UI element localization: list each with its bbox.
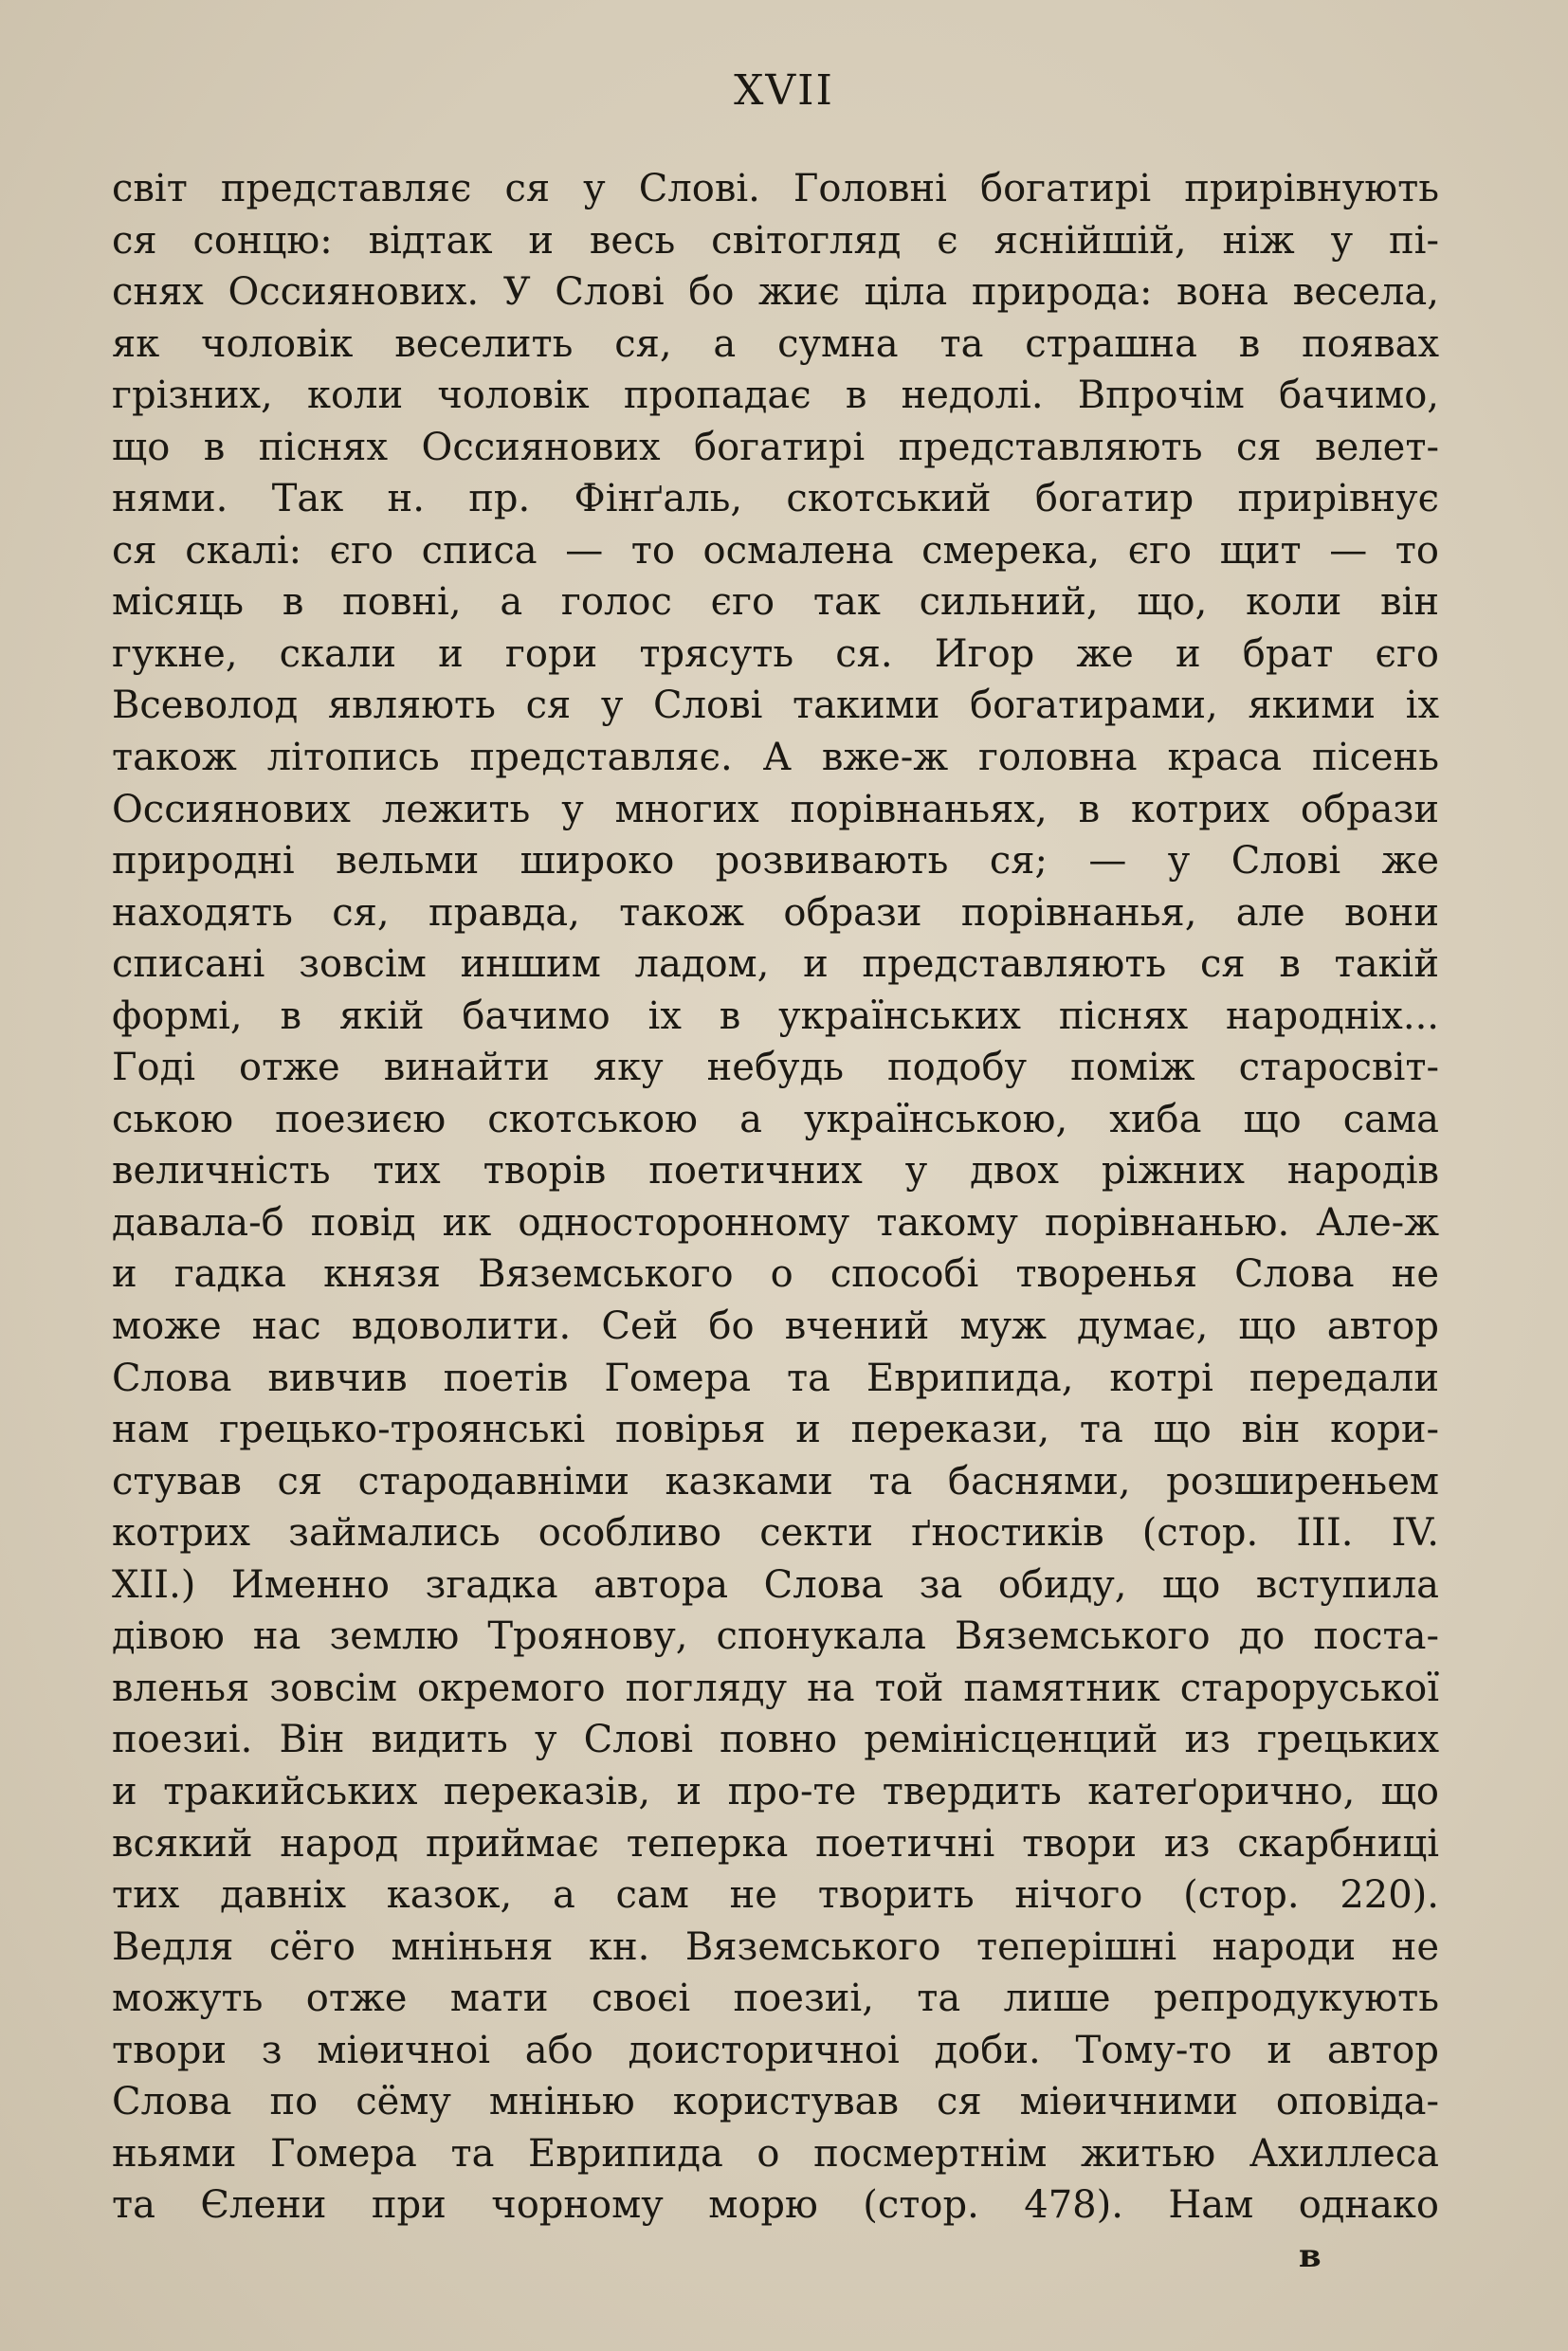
- text-line: тих давніх казок, а сам не творить нічого (стор. 220).: [112, 1873, 1439, 1918]
- text-line: та Єлени при чорному морю (стор. 478). Нам однако: [112, 2183, 1439, 2228]
- text-line: грізних, коли чоловік пропадає в недолі. Впрочім бачимо,: [112, 374, 1439, 418]
- text-line: Всеволод являють ся у Слові такими богатирами, якими іх: [112, 683, 1439, 728]
- text-line: нями. Так н. пр. Фінґаль, скотський богатир прирівнує: [112, 477, 1439, 521]
- text-line: Ведля сёго мніньня кн. Вяземського теперішні народи не: [112, 1924, 1439, 1969]
- text-line: XII.) Именно згадка автора Слова за обиду, що вступила: [112, 1562, 1439, 1607]
- text-line: може нас вдоволити. Сей бо вчений муж думає, що автор: [112, 1304, 1439, 1349]
- text-line: всякий народ приймає теперка поетичні твори из скарбниці: [112, 1821, 1439, 1866]
- text-line: снях Оссиянових. У Слові бо жиє ціла природа: вона весела,: [112, 270, 1439, 315]
- text-line: світ представляє ся у Слові. Головні богатирі прирівнують: [112, 167, 1439, 210]
- text-line: що в піснях Оссиянових богатирі представляють ся велет-: [112, 425, 1439, 469]
- text-line: також літопись представляє. А вже-ж головна краса пісень: [112, 736, 1439, 780]
- text-line: можуть отже мати своєі поезиі, та лише репродукують: [112, 1977, 1439, 2021]
- text-line: Слова по сёму мнінью користував ся міѳичними оповіда-: [112, 2080, 1439, 2124]
- text-line: природні вельми широко розвивають ся; — у Слові же: [112, 839, 1439, 884]
- text-line: Слова вивчив поетів Гомера та Еврипида, котрі передали: [112, 1356, 1439, 1400]
- body-text: [112, 163, 1439, 2232]
- text-line: формі, в якій бачимо іх в українських піснях народніх...: [112, 993, 1439, 1038]
- text-line: находять ся, правда, також образи порівнанья, але вони: [112, 890, 1439, 935]
- text-line: поезиі. Він видить у Слові повно ремінісценций из грецьких: [112, 1718, 1439, 1762]
- text-line: місяць в повні, а голос єго так сильний, що, коли він: [112, 580, 1439, 625]
- text-line: ся скалі: єго списа — то осмалена смерека, єго щит — то: [112, 528, 1439, 573]
- text-line: списані зовсім иншим ладом, и представляють ся в такій: [112, 942, 1439, 987]
- text-line: дівою на землю Троянову, спонукала Вяземського до поста-: [112, 1614, 1439, 1659]
- text-line: котрих займались особливо секти ґностиків (стор. III. IV.: [112, 1511, 1439, 1556]
- text-line: стував ся стародавніми казками та баснями, розширеньем: [112, 1459, 1439, 1504]
- text-line: як чоловік веселить ся, а сумна та страшна в появах: [112, 321, 1439, 366]
- text-line: Оссиянових лежить у многих порівнаньях, в котрих образи: [112, 787, 1439, 831]
- text-line: ся сонцю: відтак и весь світогляд є яснійшій, ніж у пі-: [112, 218, 1439, 263]
- text-line: вленья зовсім окремого погляду на той памятник староруської: [112, 1666, 1439, 1710]
- text-line: гукне, скали и гори трясуть ся. Игор же и брат єго: [112, 631, 1439, 676]
- page-number: XVII: [734, 66, 834, 115]
- text-line: и гадка князя Вяземського о способі творенья Слова не: [112, 1252, 1439, 1297]
- text-line: величність тих творів поетичних у двох ріжних народів: [112, 1149, 1439, 1194]
- text-line: нам грецько-троянські повірья и перекази, та що він кори-: [112, 1408, 1439, 1452]
- text-line: твори з міѳичноі або доисторичноі доби. Тому-то и автор: [112, 2028, 1439, 2072]
- text-line: и тракийських переказів, и про-те твердить катеґорично, що: [112, 1769, 1439, 1813]
- text-line: Годі отже винайти яку небудь подобу поміж старосвіт-: [112, 1046, 1439, 1090]
- text-line: давала-б повід ик односторонному такому порівнанью. Але-ж: [112, 1200, 1439, 1245]
- signature-mark: в: [1299, 2237, 1322, 2275]
- text-line: ською поезиєю скотською а українською, хиба що сама: [112, 1097, 1439, 1141]
- text-line: ньями Гомера та Еврипида о посмертнім житью Ахиллеса: [112, 2131, 1439, 2176]
